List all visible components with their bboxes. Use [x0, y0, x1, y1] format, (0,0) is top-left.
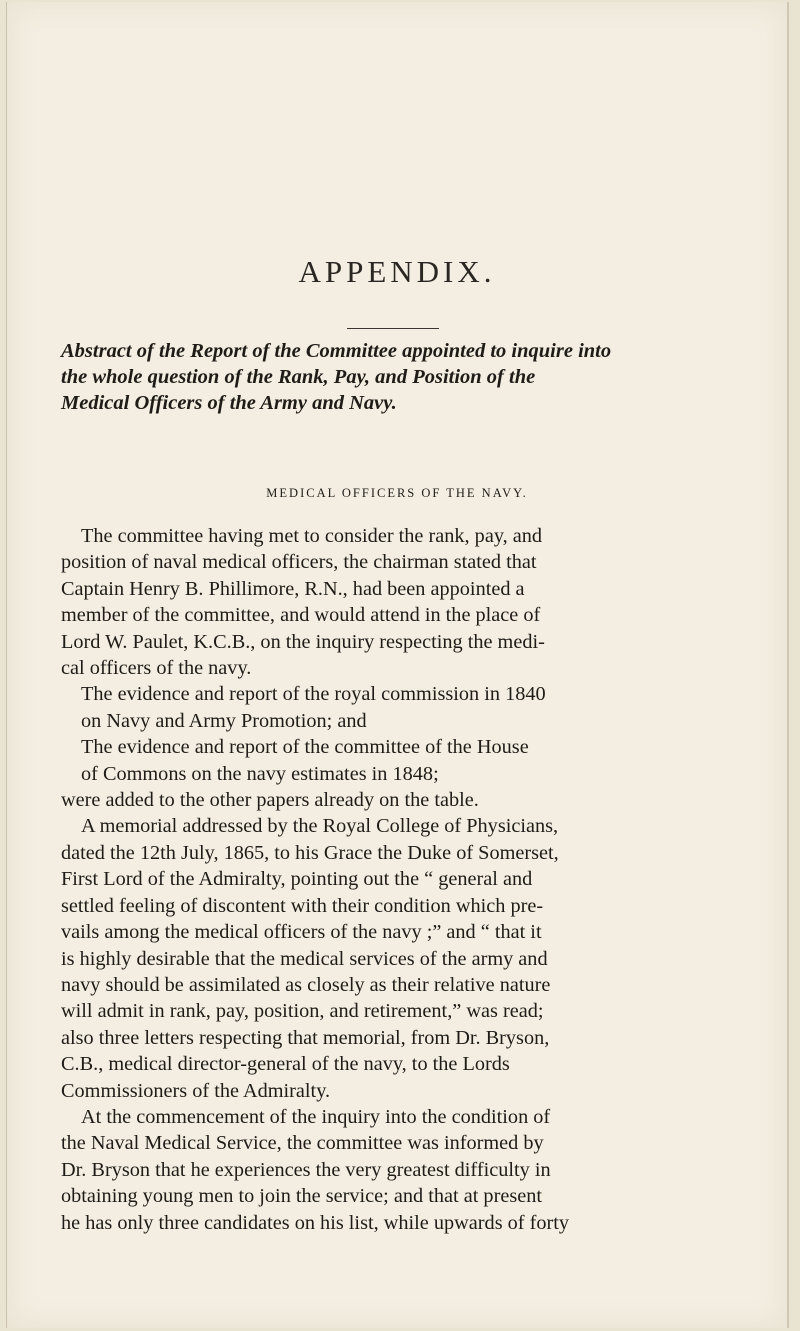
text-line: The committee having met to consider the rank, pay, and [81, 525, 543, 547]
text-line: of Commons on the navy estimates in 1848; [81, 762, 439, 785]
appendix-heading: APPENDIX. [298, 254, 496, 289]
text-line: Dr. Bryson that he experiences the very greatest difficulty in [61, 1158, 551, 1181]
text-line: on Navy and Army Promotion; and [81, 709, 367, 732]
text-line: First Lord of the Admiralty, pointing out the “ general and [61, 868, 533, 891]
text-line: is highly desirable that the medical services of the army and [61, 947, 548, 970]
text-line: The evidence and report of the committee of the House [81, 736, 529, 759]
text-line: The evidence and report of the royal commission in 1840 [81, 683, 546, 706]
abstract-line: the whole question of the Rank, Pay, and Position of the [61, 366, 536, 388]
abstract-line: Abstract of the Report of the Committee appointed to inquire into [61, 340, 612, 362]
text-line: member of the committee, and would attend in the place of [61, 604, 541, 627]
text-line: navy should be assimilated as closely as their relative nature [61, 973, 551, 996]
book-page [6, 2, 789, 1328]
text-line: A memorial addressed by the Royal College of Physicians, [81, 815, 559, 838]
body-text [61, 523, 761, 1236]
text-line: will admit in rank, pay, position, and retirement,” was read; [61, 1000, 544, 1023]
abstract-title [61, 338, 761, 416]
text-line: dated the 12th July, 1865, to his Grace the Duke of Somerset, [61, 841, 559, 864]
text-line: also three letters respecting that memorial, from Dr. Bryson, [61, 1026, 550, 1049]
text-line: the Naval Medical Service, the committee was informed by [61, 1132, 544, 1155]
text-line: cal officers of the navy. [61, 657, 252, 680]
abstract-line: Medical Officers of the Army and Navy. [61, 392, 397, 414]
section-subheading: MEDICAL OFFICERS OF THE NAVY. [266, 486, 528, 500]
text-line: Lord W. Paulet, K.C.B., on the inquiry respecting the medi- [61, 630, 545, 653]
text-line: position of naval medical officers, the chairman stated that [61, 551, 537, 574]
text-line: Commissioners of the Admiralty. [61, 1079, 331, 1102]
text-line: he has only three candidates on his list, while upwards of forty [61, 1211, 570, 1234]
text-line: C.B., medical director-general of the navy, to the Lords [61, 1053, 510, 1076]
heading-rule [347, 328, 439, 329]
text-line: Captain Henry B. Phillimore, R.N., had been appointed a [61, 577, 525, 600]
text-line: At the commencement of the inquiry into the condition of [81, 1105, 551, 1128]
text-line: obtaining young men to join the service; and that at present [61, 1185, 542, 1208]
text-line: vails among the medical officers of the navy ;” and “ that it [61, 921, 542, 944]
text-line: settled feeling of discontent with their condition which pre- [61, 894, 544, 917]
text-line: were added to the other papers already on the table. [61, 789, 479, 812]
